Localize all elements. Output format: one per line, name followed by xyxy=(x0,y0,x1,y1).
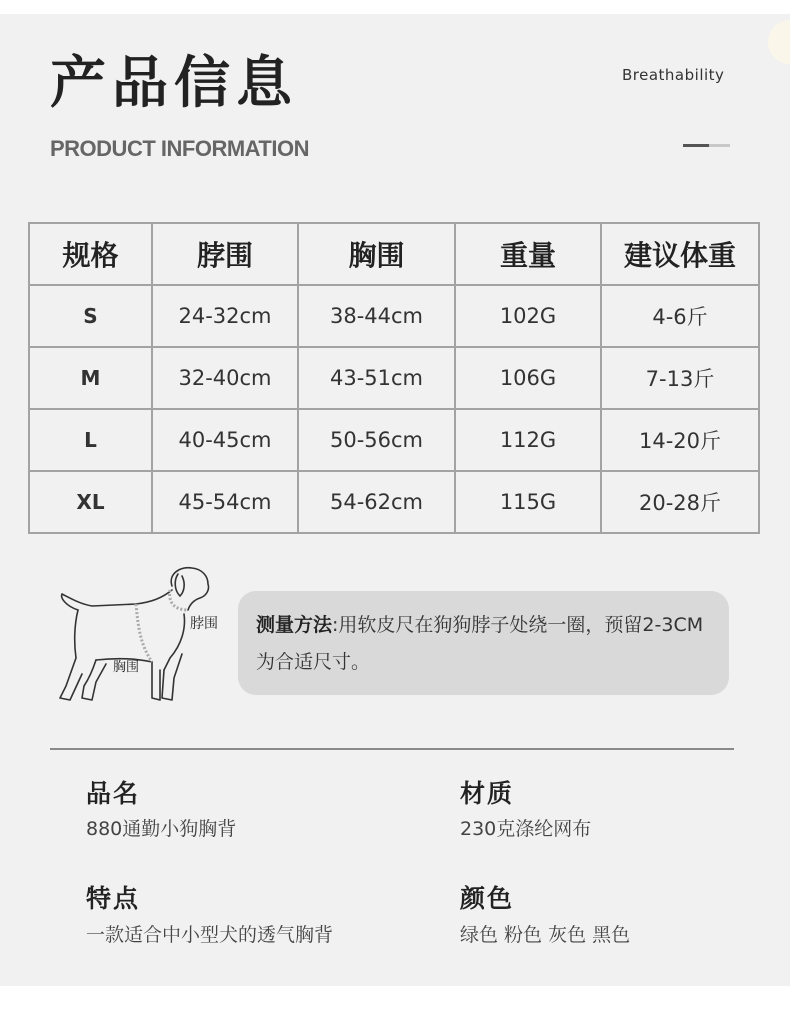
cell-chest: 54-62cm xyxy=(298,471,455,533)
tagline: Breathability xyxy=(622,66,725,84)
cell-neck: 40-45cm xyxy=(152,409,298,471)
cell-weight: 115G xyxy=(455,471,601,533)
cell-suggested-weight: 14-20斤 xyxy=(601,409,759,471)
cell-chest: 38-44cm xyxy=(298,285,455,347)
cell-size: L xyxy=(29,409,152,471)
decorative-dash-light xyxy=(709,144,730,147)
header-chest: 胸围 xyxy=(298,223,455,285)
decorative-dash xyxy=(683,144,709,147)
measure-note-lead: 测量方法 xyxy=(256,614,333,636)
cell-weight: 112G xyxy=(455,409,601,471)
info-feature-value: 一款适合中小型犬的透气胸背 xyxy=(86,924,334,946)
cell-neck: 24-32cm xyxy=(152,285,298,347)
cell-suggested-weight: 20-28斤 xyxy=(601,471,759,533)
divider xyxy=(50,748,734,750)
header-suggested-weight: 建议体重 xyxy=(601,223,759,285)
table-row xyxy=(29,409,759,471)
table-row xyxy=(29,471,759,533)
cell-neck: 32-40cm xyxy=(152,347,298,409)
table-header-row xyxy=(29,223,759,285)
cell-chest: 50-56cm xyxy=(298,409,455,471)
info-material-value: 230克涤纶网布 xyxy=(460,818,592,840)
info-color-label: 颜色 xyxy=(460,884,515,913)
table-row xyxy=(29,347,759,409)
cell-suggested-weight: 4-6斤 xyxy=(601,285,759,347)
cell-chest: 43-51cm xyxy=(298,347,455,409)
header-size: 规格 xyxy=(29,223,152,285)
table-row xyxy=(29,285,759,347)
cell-neck: 45-54cm xyxy=(152,471,298,533)
measure-note-text: :用软皮尺在狗狗脖子处绕一圈，预留2-3CM为合适尺寸。 xyxy=(256,614,704,673)
info-name-label: 品名 xyxy=(86,779,141,808)
page-title: 产品信息 xyxy=(50,51,298,116)
dog-outline-icon xyxy=(52,566,232,706)
cell-suggested-weight: 7-13斤 xyxy=(601,347,759,409)
info-name-value: 880通勤小狗胸背 xyxy=(86,818,237,840)
chest-label: 胸围 xyxy=(113,660,140,675)
cell-size: S xyxy=(29,285,152,347)
info-color-value: 绿色 粉色 灰色 黑色 xyxy=(460,924,631,946)
header-weight: 重量 xyxy=(455,223,601,285)
cell-size: XL xyxy=(29,471,152,533)
info-feature-label: 特点 xyxy=(86,884,141,913)
neck-label: 脖围 xyxy=(190,616,218,632)
measure-note xyxy=(238,591,729,695)
cell-weight: 102G xyxy=(455,285,601,347)
page-subtitle: PRODUCT INFORMATION xyxy=(50,136,309,161)
size-table xyxy=(28,222,760,534)
info-material-label: 材质 xyxy=(460,779,515,808)
cell-weight: 106G xyxy=(455,347,601,409)
header-neck: 脖围 xyxy=(152,223,298,285)
cell-size: M xyxy=(29,347,152,409)
